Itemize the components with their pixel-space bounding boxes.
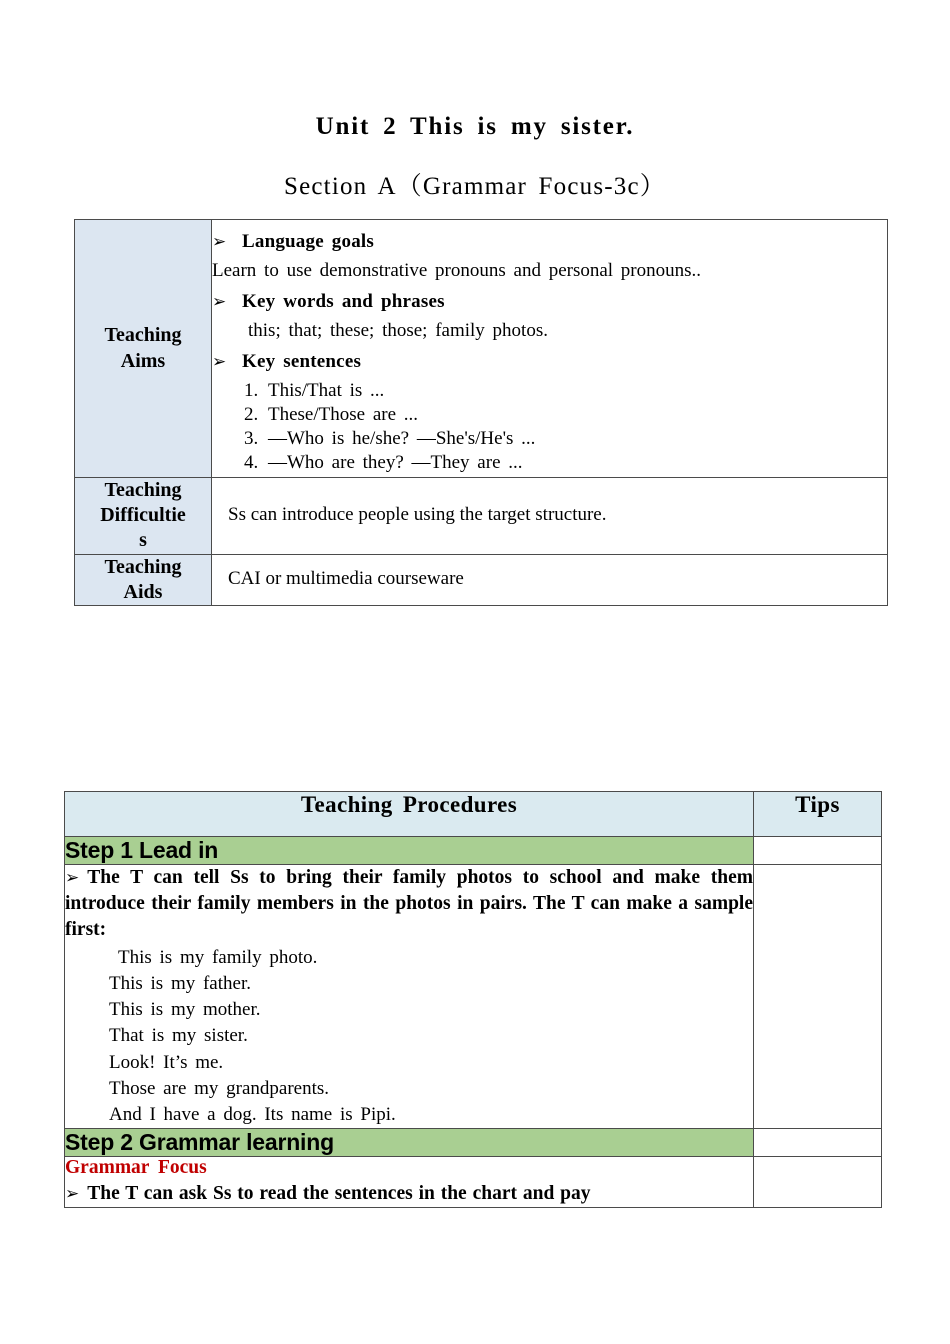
label-line: Teaching xyxy=(104,479,182,501)
step-title-lead-in: Step 1 Lead in xyxy=(65,837,754,865)
table-row-step1-title xyxy=(65,837,882,865)
tips-cell-step2-body xyxy=(754,1157,882,1208)
list-item: And I have a dog. Its name is Pipi. xyxy=(109,1104,396,1126)
bullet-key-sentences xyxy=(212,352,887,371)
arrow-bullet-icon: ➢ xyxy=(65,868,80,888)
table-row-step2-body xyxy=(65,1157,882,1208)
table-row-step1-body xyxy=(65,865,882,1129)
page-title: Unit 2 This is my sister. xyxy=(315,113,635,140)
label-line: Aids xyxy=(123,580,163,603)
row-body-teaching-aims xyxy=(212,220,888,478)
step-title-grammar-learning: Step 2 Grammar learning xyxy=(65,1129,754,1157)
list-item: Look! It’s me. xyxy=(109,1051,224,1073)
arrow-bullet-icon: ➢ xyxy=(65,1184,80,1205)
tips-cell-step1-title xyxy=(754,837,882,865)
teaching-procedures-table xyxy=(64,791,882,1208)
step2-paragraph-text: The T can ask Ss to read the sentences in the chart and pay xyxy=(87,1183,591,1205)
bullet-text: Key sentences xyxy=(242,351,362,372)
list-item: This is my mother. xyxy=(109,999,261,1021)
sample-sentence-list xyxy=(65,945,753,1129)
list-text: —Who are they? —They are ... xyxy=(268,452,523,473)
step1-paragraph xyxy=(65,865,753,943)
label-line: Teaching xyxy=(104,324,182,347)
list-text: This/That is ... xyxy=(268,380,385,401)
step1-paragraph-text: The T can tell Ss to bring their family photos to school and make them introduce their family members in the photos in pairs. The T can make a sample first: xyxy=(65,867,753,940)
grammar-focus-heading: Grammar Focus xyxy=(65,1157,207,1179)
list-item xyxy=(212,405,887,424)
row-label-teaching-difficulties xyxy=(75,478,212,555)
step-body-grammar-learning xyxy=(65,1157,754,1208)
list-number: 2. xyxy=(244,404,259,425)
list-item xyxy=(212,429,887,448)
row-label-teaching-aims xyxy=(75,220,212,478)
list-text: —Who is he/she? —She's/He's ... xyxy=(268,428,536,449)
list-item xyxy=(212,453,887,472)
tips-cell-step1-body xyxy=(754,865,882,1129)
row-label-teaching-aids xyxy=(75,554,212,605)
arrow-bullet-icon: ➢ xyxy=(212,292,227,312)
text-language-goals-detail: Learn to use demonstrative pronouns and personal pronouns.. xyxy=(212,260,702,281)
bullet-language-goals xyxy=(212,232,887,251)
table-row-step2-title xyxy=(65,1129,882,1157)
step2-paragraph xyxy=(65,1181,753,1207)
table-header-row xyxy=(65,792,882,837)
bullet-key-words xyxy=(212,292,887,311)
list-item xyxy=(212,381,887,400)
table-row xyxy=(75,220,888,478)
bullet-text: Language goals xyxy=(242,231,374,252)
list-item: This is my father. xyxy=(109,972,251,994)
label-line: Difficultie xyxy=(100,504,186,527)
table-row xyxy=(75,554,888,605)
page-subtitle: Section A（Grammar Focus-3c） xyxy=(283,173,666,200)
row-body-teaching-difficulties: Ss can introduce people using the target structure. xyxy=(212,478,888,555)
arrow-bullet-icon: ➢ xyxy=(212,352,227,372)
list-item: This is my family photo. xyxy=(118,946,318,968)
column-header-tips: Tips xyxy=(754,792,882,837)
list-item: That is my sister. xyxy=(109,1025,248,1047)
list-number: 1. xyxy=(244,380,259,401)
label-line: Aims xyxy=(120,349,166,372)
list-item: Those are my grandparents. xyxy=(109,1077,330,1099)
step-body-lead-in xyxy=(65,865,754,1129)
tips-cell-step2-title xyxy=(754,1129,882,1157)
label-line: Teaching xyxy=(104,555,182,578)
arrow-bullet-icon: ➢ xyxy=(212,232,227,252)
teaching-info-table xyxy=(74,219,888,606)
list-text: These/Those are ... xyxy=(268,404,419,425)
label-line: s xyxy=(139,529,147,552)
table-row xyxy=(75,478,888,555)
list-number: 3. xyxy=(244,428,259,449)
column-header-procedures: Teaching Procedures xyxy=(65,792,754,837)
bullet-text: Key words and phrases xyxy=(242,291,445,312)
text-key-words-detail: this; that; these; those; family photos. xyxy=(248,320,548,341)
list-number: 4. xyxy=(244,452,259,473)
row-body-teaching-aids: CAI or multimedia courseware xyxy=(212,554,888,605)
